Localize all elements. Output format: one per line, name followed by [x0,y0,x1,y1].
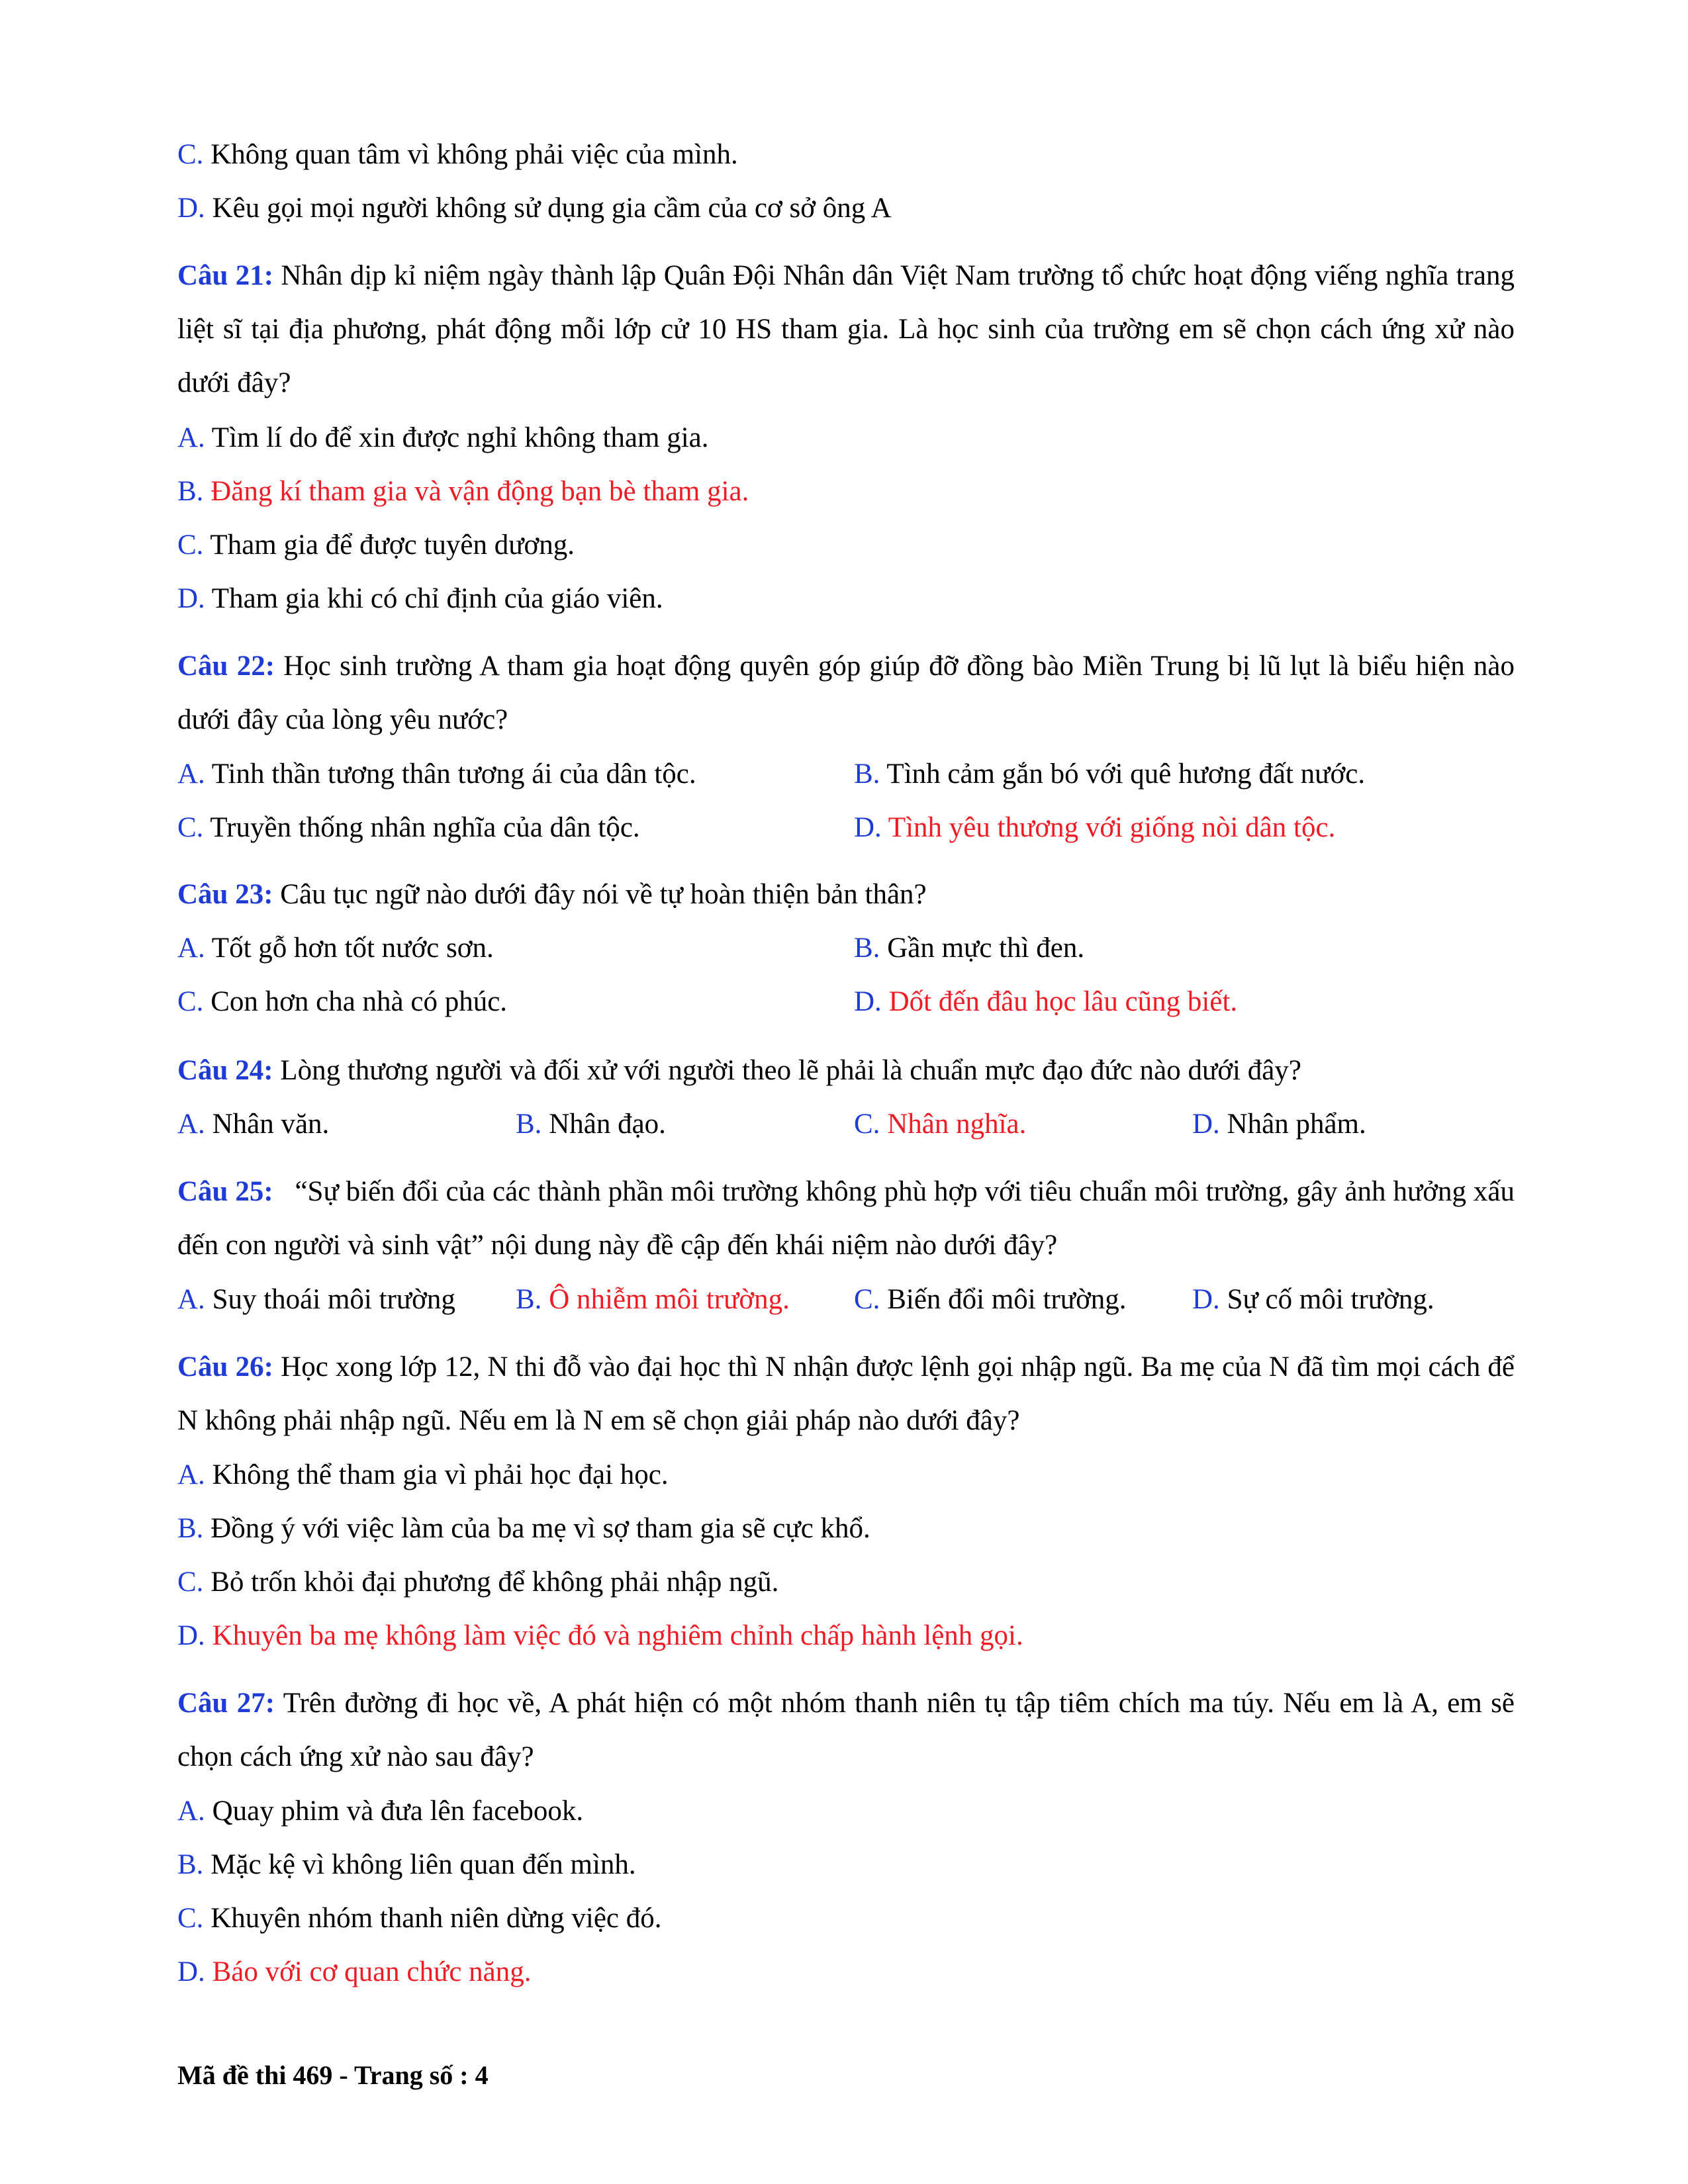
q25-option-d [1192,1285,1434,1314]
option-letter: D. [1192,1109,1220,1140]
option-letter: C. [854,1109,880,1140]
option-text: Tình cảm gắn bó với quê hương đất nước. [886,758,1366,790]
question-text: Học sinh trường A tham gia hoạt động quyên góp giúp đỡ đồng bào Miền Trung bị lũ lụt là biểu hiện nào dưới đây của lòng yêu nước? [177,651,1515,735]
option-letter: C. [177,1567,204,1598]
q27-option-d [177,1958,532,1986]
option-letter: B. [854,933,880,964]
option-text: Nhân phẩm. [1227,1109,1366,1140]
option-text: Truyền thống nhân nghĩa của dân tộc. [210,812,640,843]
option-text: Nhân đạo. [549,1109,666,1140]
q27-option-a [177,1797,583,1825]
q22-option-d [854,813,1335,842]
option-letter: A. [177,1459,205,1490]
question-label: Câu 23: [177,879,273,910]
option-text: Tinh thần tương thân tương ái của dân tộc. [211,758,696,790]
option-letter: A. [177,422,205,453]
option-text: Nhân văn. [212,1109,330,1140]
option-text: Bỏ trốn khỏi đại phương để không phải nhập ngũ. [211,1567,779,1598]
q26-option-b [177,1514,870,1543]
option-letter: B. [177,476,204,507]
option-letter: D. [177,1956,205,1987]
option-letter: B. [177,1513,204,1544]
correct-answer-text: Đăng kí tham gia và vận động bạn bè tham gia. [211,476,749,507]
q21-option-b [177,477,749,506]
option-letter: A. [177,933,205,964]
option-letter: D. [854,812,882,843]
q26-option-c [177,1568,778,1596]
question-text: Lòng thương người và đối xử với người theo lẽ phải là chuẩn mực đạo đức nào dưới đây? [280,1055,1301,1086]
correct-answer-text: Dốt đến đâu học lâu cũng biết. [888,986,1238,1017]
q27-option-c [177,1904,662,1933]
q23-option-a [177,934,494,962]
option-letter: C. [177,529,204,561]
q26-option-a [177,1461,669,1489]
option-letter: B. [516,1109,542,1140]
option-letter: C. [177,1903,204,1934]
option-text: Tham gia để được tuyên dương. [210,529,575,561]
option-text: Tìm lí do để xin được nghỉ không tham gia. [211,422,709,453]
option-text: Tham gia khi có chỉ định của giáo viên. [211,583,663,614]
option-text: Không thể tham gia vì phải học đại học. [212,1459,669,1490]
q21-option-c [177,531,575,559]
option-text: Sự cố môi trường. [1227,1284,1434,1315]
question-21 [177,249,1515,410]
option-text: Gần mực thì đen. [887,933,1085,964]
q25-option-c [854,1285,1127,1314]
option-text: Quay phim và đưa lên facebook. [212,1796,584,1827]
option-letter: B. [516,1284,542,1315]
option-letter: C. [177,139,204,170]
q22-option-c [177,813,640,842]
option-letter: D. [854,986,882,1017]
question-label: Câu 27: [177,1688,275,1719]
option-text: Mặc kệ vì không liên quan đến mình. [211,1849,636,1880]
option-text: Kêu gọi mọi người không sử dụng gia cầm của cơ sở ông A [212,193,892,224]
option-text: Đồng ý với việc làm của ba mẹ vì sợ tham gia sẽ cực khổ. [211,1513,870,1544]
option-prev-d [177,194,892,222]
q27-option-b [177,1850,636,1879]
question-text: Học xong lớp 12, N thi đỗ vào đại học thì N nhận được lệnh gọi nhập ngũ. Ba mẹ của N đã tìm mọi cách để N không phải nhập ngũ. Nếu em là N em sẽ chọn giải pháp nào dưới đây? [177,1351,1515,1436]
option-letter: C. [177,812,204,843]
question-label: Câu 26: [177,1351,273,1383]
q25-option-b [516,1285,790,1314]
correct-answer-text: Ô nhiễm môi trường. [549,1284,790,1315]
question-text: Câu tục ngữ nào dưới đây nói về tự hoàn thiện bản thân? [280,879,927,910]
q22-option-b [854,760,1365,788]
option-letter: C. [854,1284,880,1315]
question-27 [177,1676,1515,1784]
question-text: Nhân dịp kỉ niệm ngày thành lập Quân Đội Nhân dân Việt Nam trường tổ chức hoạt động viếng nghĩa trang liệt sĩ tại địa phương, phát động mỗi lớp cử 10 HS tham gia. Là học sinh của trường em sẽ chọn cách ứng xử nào dưới đây? [177,260,1515,398]
option-letter: A. [177,1284,205,1315]
q21-option-d [177,584,663,613]
question-22 [177,639,1515,747]
correct-answer-text: Báo với cơ quan chức năng. [212,1956,532,1987]
question-text: Trên đường đi học về, A phát hiện có một nhóm thanh niên tụ tập tiêm chích ma túy. Nếu em là A, em sẽ chọn cách ứng xử nào sau đây? [177,1688,1515,1772]
q24-option-c [854,1110,1026,1138]
option-letter: D. [177,1620,205,1651]
option-letter: C. [177,986,204,1017]
option-text: Không quan tâm vì không phải việc của mình. [211,139,738,170]
question-label: Câu 25: [177,1176,273,1207]
q23-option-b [854,934,1084,962]
option-prev-c [177,140,738,169]
question-text: “Sự biến đổi của các thành phần môi trường không phù hợp với tiêu chuẩn môi trường, gây ảnh hưởng xấu đến con người và sinh vật” nội dung này đề cập đến khái niệm nào dưới đây? [177,1176,1515,1261]
q25-option-a [177,1285,455,1314]
correct-answer-text: Khuyên ba mẹ không làm việc đó và nghiêm chỉnh chấp hành lệnh gọi. [212,1620,1023,1651]
option-text: Con hơn cha nhà có phúc. [211,986,508,1017]
option-text: Khuyên nhóm thanh niên dừng việc đó. [211,1903,662,1934]
q22-option-a [177,760,696,788]
q21-option-a [177,424,708,452]
question-23 [177,880,927,909]
question-label: Câu 22: [177,651,275,682]
option-letter: D. [177,583,205,614]
q24-option-b [516,1110,666,1138]
question-label: Câu 21: [177,260,274,291]
option-text: Biến đổi môi trường. [887,1284,1127,1315]
question-25 [177,1165,1515,1272]
q26-option-d [177,1621,1023,1650]
correct-answer-text: Nhân nghĩa. [887,1109,1027,1140]
option-letter: A. [177,1109,205,1140]
option-letter: D. [177,193,205,224]
q23-option-c [177,987,507,1016]
q24-option-d [1192,1110,1366,1138]
option-letter: B. [177,1849,204,1880]
option-letter: B. [854,758,880,790]
question-26 [177,1340,1515,1447]
q23-option-d [854,987,1237,1016]
question-24 [177,1056,1301,1085]
option-text: Suy thoái môi trường [212,1284,455,1315]
option-letter: D. [1192,1284,1220,1315]
option-text: Tốt gỗ hơn tốt nước sơn. [211,933,494,964]
q24-option-a [177,1110,329,1138]
option-letter: A. [177,758,205,790]
question-label: Câu 24: [177,1055,273,1086]
page-footer: Mã đề thi 469 - Trang số : 4 [177,2060,489,2090]
option-letter: A. [177,1796,205,1827]
correct-answer-text: Tình yêu thương với giống nòi dân tộc. [888,812,1336,843]
